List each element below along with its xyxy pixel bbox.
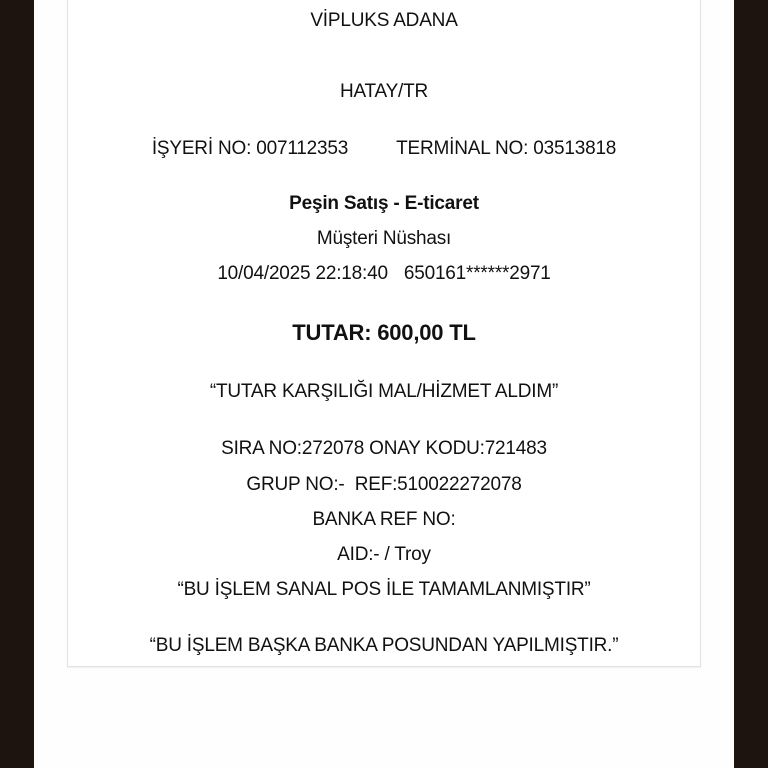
merchant-name: VİPLUKS ADANA [310, 10, 458, 31]
transaction-type: Peşin Satış - E-ticaret [289, 193, 479, 214]
datetime-card-row [68, 262, 700, 286]
group-reference: GRUP NO:- REF:510022272078 [246, 474, 522, 495]
sequence-approval-code: SIRA NO:272078 ONAY KODU:721483 [221, 438, 547, 459]
merchant-location: HATAY/TR [339, 81, 429, 102]
masked-card-number: 650161******2971 [403, 263, 551, 284]
receipt-card [67, 0, 701, 667]
merchant-number: İŞYERİ NO: 007112353 [151, 138, 349, 159]
acknowledgement-text: “TUTAR KARŞILIĞI MAL/HİZMET ALDIM” [209, 381, 559, 402]
copy-label: Müşteri Nüshası [316, 228, 452, 249]
transaction-datetime: 10/04/2025 22:18:40 [217, 263, 388, 284]
transaction-amount: TUTAR: 600,00 TL [292, 320, 476, 345]
bank-reference: BANKA REF NO: [312, 509, 456, 530]
aid-card-scheme: AID:- / Troy [337, 544, 431, 565]
other-bank-pos-note: “BU İŞLEM BAŞKA BANKA POSUNDAN YAPILMIŞTIR.” [149, 635, 619, 656]
page-frame [34, 0, 734, 768]
virtual-pos-note: “BU İŞLEM SANAL POS İLE TAMAMLANMIŞTIR” [177, 579, 591, 600]
terminal-number: TERMİNAL NO: 03513818 [396, 138, 617, 159]
merchant-terminal-row [68, 137, 700, 161]
